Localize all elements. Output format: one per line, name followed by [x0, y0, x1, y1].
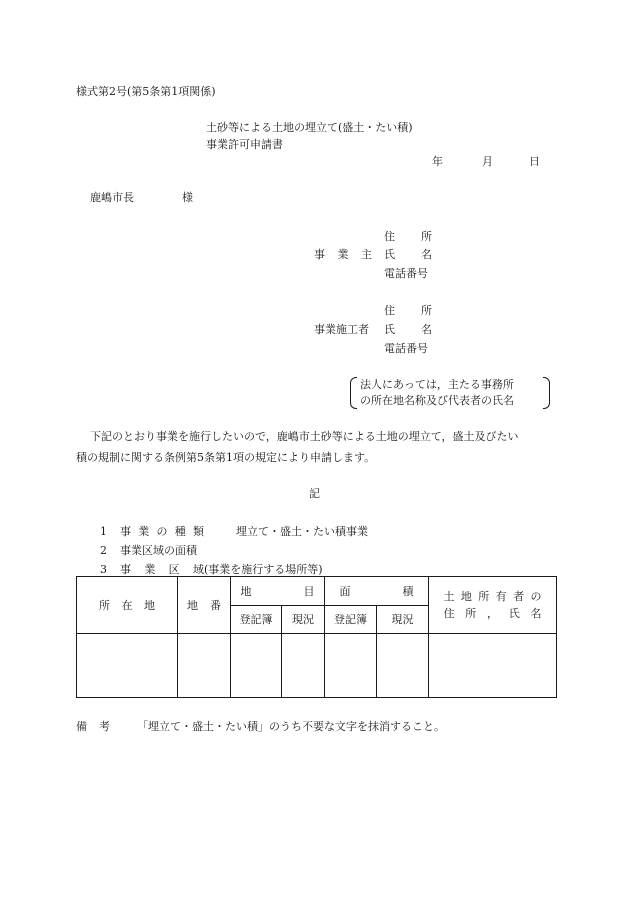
cell-land-owner[interactable]: [429, 634, 557, 698]
addressee-honorific: 様: [182, 191, 193, 204]
cell-lot-number[interactable]: [178, 634, 231, 698]
header-land-category-registry: 登記簿: [231, 606, 282, 634]
item-2-number: 2: [100, 544, 107, 557]
cell-area-registry[interactable]: [325, 634, 377, 698]
right-bracket: [543, 377, 550, 409]
header-lot-number: 地 番: [178, 577, 231, 634]
item-3-number: 3: [100, 563, 107, 576]
item-1-value: 埋立て・盛土・たい積事業: [236, 525, 368, 538]
project-area-table: [76, 576, 557, 698]
remarks-label: 備 考: [76, 720, 110, 733]
body-text-line-1: 下記のとおり事業を施行したいので，鹿嶋市土砂等による土地の埋立て，盛土及びたい: [90, 430, 519, 443]
item-3-label: 事 業 区 域: [120, 563, 204, 576]
cell-land-category-registry[interactable]: [231, 634, 282, 698]
corporate-note-line-1: 法人にあっては，主たる事務所: [360, 378, 514, 391]
header-location: 所 在 地: [77, 577, 178, 634]
header-area-registry: 登記簿: [325, 606, 377, 634]
item-1-number: 1: [100, 525, 107, 538]
item-1-label: 事 業 の 種 類: [120, 525, 204, 538]
table-row: [77, 634, 557, 698]
corporate-note: [350, 377, 550, 407]
title-line-1: 土砂等による土地の埋立て(盛土・たい積): [206, 121, 413, 134]
title-line-2: 事業許可申請書: [206, 138, 283, 151]
applicant-name-label: 氏 名: [384, 248, 432, 261]
item-2-label: 事業区域の面積: [120, 544, 197, 557]
contractor-phone-label: 電話番号: [384, 342, 428, 355]
left-bracket: [350, 377, 357, 409]
item-3-value: (事業を施行する場所等): [204, 563, 323, 576]
contractor-name-label: 氏 名: [384, 323, 432, 336]
cell-location[interactable]: [77, 634, 178, 698]
body-text-line-2: 積の規制に関する条例第5条第1項の規定により申請します。: [76, 451, 376, 464]
corporate-note-line-2: の所在地名称及び代表者の氏名: [360, 394, 514, 407]
applicant-role-label: 事 業 主: [314, 248, 372, 261]
ki-heading: 記: [309, 487, 320, 500]
contractor-role-label: 事業施工者: [314, 323, 369, 336]
applicant-phone-label: 電話番号: [384, 267, 428, 280]
cell-area-current[interactable]: [377, 634, 429, 698]
applicant-address-label: 住 所: [384, 230, 432, 243]
date-month: 月: [482, 155, 493, 168]
date-day: 日: [529, 155, 540, 168]
header-land-owner: 土 地 所 有 者 の 住 所 ， 氏 名: [429, 577, 557, 634]
form-number: 様式第2号(第5条第1項関係): [76, 85, 216, 98]
header-area: 面 積: [325, 577, 429, 606]
contractor-address-label: 住 所: [384, 304, 432, 317]
cell-land-category-current[interactable]: [282, 634, 325, 698]
addressee-name: 鹿嶋市長: [90, 191, 134, 204]
remarks-text: 「埋立て・盛土・たい積」のうち不要な文字を抹消すること。: [137, 720, 445, 733]
header-area-current: 現況: [377, 606, 429, 634]
header-land-category: 地 目: [231, 577, 325, 606]
header-land-category-current: 現況: [282, 606, 325, 634]
date-year: 年: [432, 155, 443, 168]
